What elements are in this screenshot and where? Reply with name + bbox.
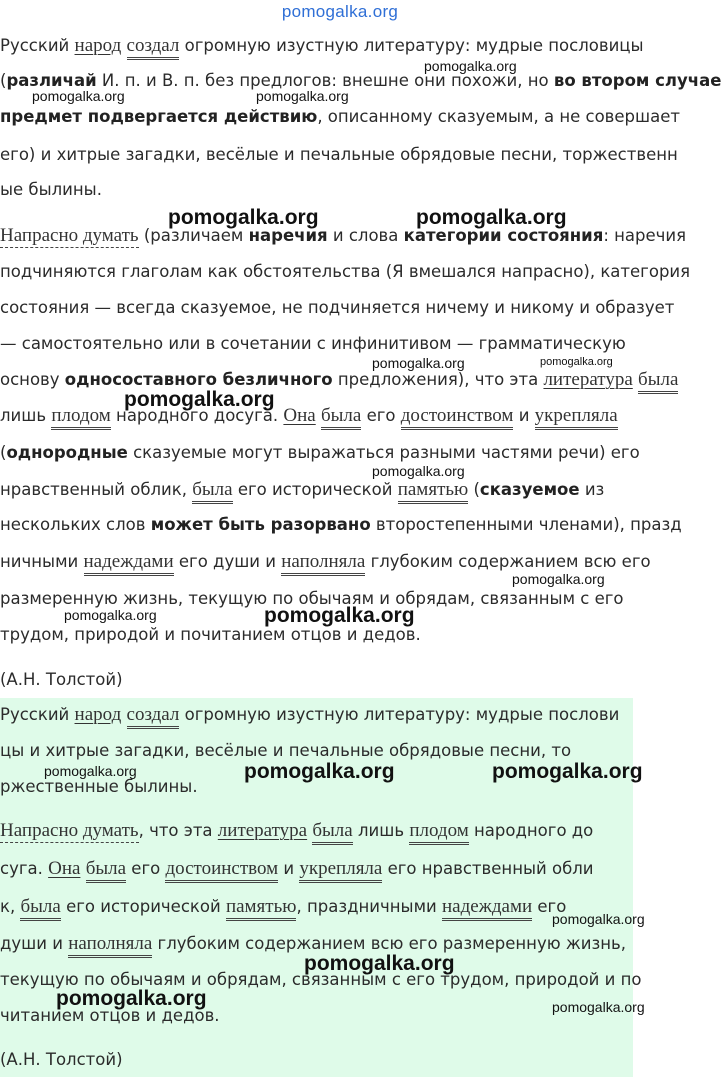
predicate-word: была — [20, 896, 60, 921]
adverbial-phrase: Напрасно думать — [0, 225, 139, 246]
watermark: pomogalka.org — [552, 999, 645, 1015]
watermark: pomogalka.org — [540, 356, 613, 368]
bold-term: различай — [6, 71, 97, 90]
text-run: , что эта — [138, 821, 218, 840]
watermark: pomogalka.org — [512, 571, 605, 587]
subject-word: народ — [74, 35, 122, 56]
text-run: : наречия — [603, 226, 687, 245]
watermark: pomogalka.org — [168, 206, 319, 229]
text-run — [80, 859, 85, 878]
text-line — [0, 298, 674, 317]
text-line — [0, 145, 678, 164]
predicate-word: надеждами — [442, 896, 532, 921]
text-line — [0, 35, 644, 57]
watermark: pomogalka.org — [372, 355, 465, 371]
text-line — [0, 107, 680, 126]
text-run: ые былины. — [0, 180, 102, 199]
text-line — [0, 334, 626, 353]
text-run: лишь — [352, 821, 410, 840]
predicate-word: надеждами — [84, 551, 174, 576]
text-run: его — [361, 406, 401, 425]
watermark: pomogalka.org — [552, 911, 645, 927]
predicate-word: создал — [127, 704, 180, 729]
text-run: его) и хитрые загадки, весёлые и печальные обрядовые песни, торжественн — [0, 145, 678, 164]
watermark: pomogalka.org — [124, 388, 275, 411]
text-run: И. п. и В. п. без предлогов: внешне они похожи, но — [96, 71, 554, 90]
text-run: ( — [468, 480, 480, 499]
bold-term: категории состояния — [403, 226, 604, 245]
watermark: pomogalka.org — [424, 58, 517, 74]
text-run: Русский — [0, 705, 75, 724]
watermark: pomogalka.org — [372, 463, 465, 479]
watermark: pomogalka.org — [492, 760, 643, 783]
predicate-word: была — [638, 369, 678, 394]
predicate-word: создал — [127, 35, 180, 60]
text-line — [0, 262, 690, 281]
text-run: размеренную жизнь, текущую по обычаям и обрядам, связанным с его — [0, 589, 624, 608]
text-line — [0, 704, 619, 726]
text-line — [0, 515, 682, 534]
text-run: второстепенными членами), празд — [370, 515, 682, 534]
predicate-word: укрепляла — [299, 858, 382, 883]
predicate-word: плодом — [409, 820, 468, 845]
site-title[interactable]: pomogalka.org — [281, 2, 399, 21]
predicate-word: памятью — [398, 479, 469, 504]
text-run: — самостоятельно или в сочетании с инфинитивом — грамматическую — [0, 334, 626, 353]
text-run: основу — [0, 370, 65, 389]
text-run: народного до — [468, 821, 594, 840]
text-run: лишь — [0, 406, 52, 425]
text-run: нескольких слов — [0, 515, 151, 534]
subject-word: литература — [217, 820, 308, 841]
author-text: (А.Н. Толстой) — [0, 1050, 123, 1069]
text-run: души и — [0, 934, 69, 953]
watermark: pomogalka.org — [44, 763, 137, 779]
text-run: из — [579, 480, 605, 499]
text-run: ( — [0, 71, 7, 90]
bold-term: во втором случае — [553, 71, 721, 90]
text-run: и — [278, 859, 300, 878]
author-attribution-2 — [0, 1050, 672, 1069]
text-run: Русский — [0, 36, 75, 55]
text-run: народного досуга. — [110, 406, 284, 425]
text-run: его — [126, 859, 166, 878]
text-run: сказуемые могут выражаться разными частями речи) его — [127, 443, 640, 462]
text-run: текущую по обычаям и обрядам, связанным с его трудом, природой и по — [0, 970, 642, 989]
text-run: его нравственный обли — [382, 859, 594, 878]
bold-term: наречия — [248, 226, 328, 245]
predicate-word: наполняла — [68, 933, 152, 958]
text-run: огромную изустную литературу: мудрые послови — [179, 705, 620, 724]
text-line — [0, 777, 198, 796]
text-run: (различаем — [138, 226, 249, 245]
adverbial-phrase: Напрасно думать — [0, 820, 139, 841]
text-run: , описанному сказуемым, а не совершает — [317, 107, 680, 126]
text-line — [0, 551, 651, 573]
bold-term: может быть разорвано — [150, 515, 371, 534]
text-run: его души и — [173, 552, 282, 571]
text-run: читанием отцов и дедов. — [0, 1006, 220, 1025]
subject-word: Она — [283, 405, 316, 426]
watermark: pomogalka.org — [416, 206, 567, 229]
text-line — [0, 741, 571, 760]
text-run — [121, 705, 126, 724]
text-run: суга. — [0, 859, 49, 878]
text-run: , праздничными — [296, 897, 443, 916]
text-line — [0, 858, 594, 880]
author-text: (А.Н. Толстой) — [0, 670, 123, 689]
watermark: pomogalka.org — [304, 952, 455, 975]
author-attribution-1 — [0, 670, 672, 689]
text-run: ничными — [0, 552, 84, 571]
predicate-word: была — [321, 405, 361, 430]
text-run: состояния — всегда сказуемое, не подчиняется ничему и никому и образует — [0, 298, 675, 317]
bold-term: односоставного безличного — [64, 370, 333, 389]
text-line — [0, 820, 593, 842]
text-line — [0, 225, 686, 247]
bold-term: предмет подвергается действию — [0, 107, 318, 126]
text-run: глубоким содержанием всю его размеренную жизнь, — [152, 934, 626, 953]
text-run: глубоким содержанием всю его — [365, 552, 651, 571]
text-run: подчиняются глаголам как обстоятельства (Я вмешался напрасно), категория — [0, 262, 691, 281]
text-line — [0, 443, 640, 462]
text-run: его исторической — [232, 480, 398, 499]
predicate-word: наполняла — [281, 551, 365, 576]
text-line — [0, 405, 618, 427]
bold-term: сказуемое — [479, 480, 580, 499]
predicate-word: была — [86, 858, 126, 883]
text-run: и — [513, 406, 535, 425]
watermark: pomogalka.org — [56, 987, 207, 1010]
predicate-word: памятью — [226, 896, 297, 921]
text-run: ( — [0, 443, 7, 462]
watermark: pomogalka.org — [64, 607, 157, 623]
text-run: трудом, природой и почитанием отцов и дедов. — [0, 625, 421, 644]
predicate-word: укрепляла — [535, 405, 618, 430]
watermark: pomogalka.org — [256, 88, 349, 104]
text-line — [0, 896, 566, 918]
watermark: pomogalka.org — [244, 760, 395, 783]
subject-word: Она — [48, 858, 81, 879]
watermark: pomogalka.org — [32, 88, 125, 104]
text-run: огромную изустную литературу: мудрые пословицы — [179, 36, 644, 55]
text-run: его — [532, 897, 567, 916]
subject-word: литература — [543, 369, 633, 390]
subject-word: народ — [74, 704, 122, 725]
bold-term: однородные — [6, 443, 128, 462]
text-run: предложения), что эта — [332, 370, 544, 389]
text-run: нравственный облик, — [0, 480, 193, 499]
text-line — [0, 369, 678, 391]
text-line — [0, 479, 604, 501]
text-run: цы и хитрые загадки, весёлые и печальные обрядовые песни, то — [0, 741, 572, 760]
predicate-word: была — [312, 820, 352, 845]
predicate-word: плодом — [51, 405, 110, 430]
predicate-word: достоинством — [401, 405, 514, 430]
text-run — [121, 36, 126, 55]
watermark: pomogalka.org — [264, 604, 415, 627]
text-run: к, — [0, 897, 21, 916]
text-line — [0, 180, 102, 199]
text-run: ржественные былины. — [0, 777, 198, 796]
text-run: его исторической — [60, 897, 226, 916]
predicate-word: достоинством — [165, 858, 278, 883]
text-run: и слова — [327, 226, 404, 245]
predicate-word: была — [192, 479, 232, 504]
